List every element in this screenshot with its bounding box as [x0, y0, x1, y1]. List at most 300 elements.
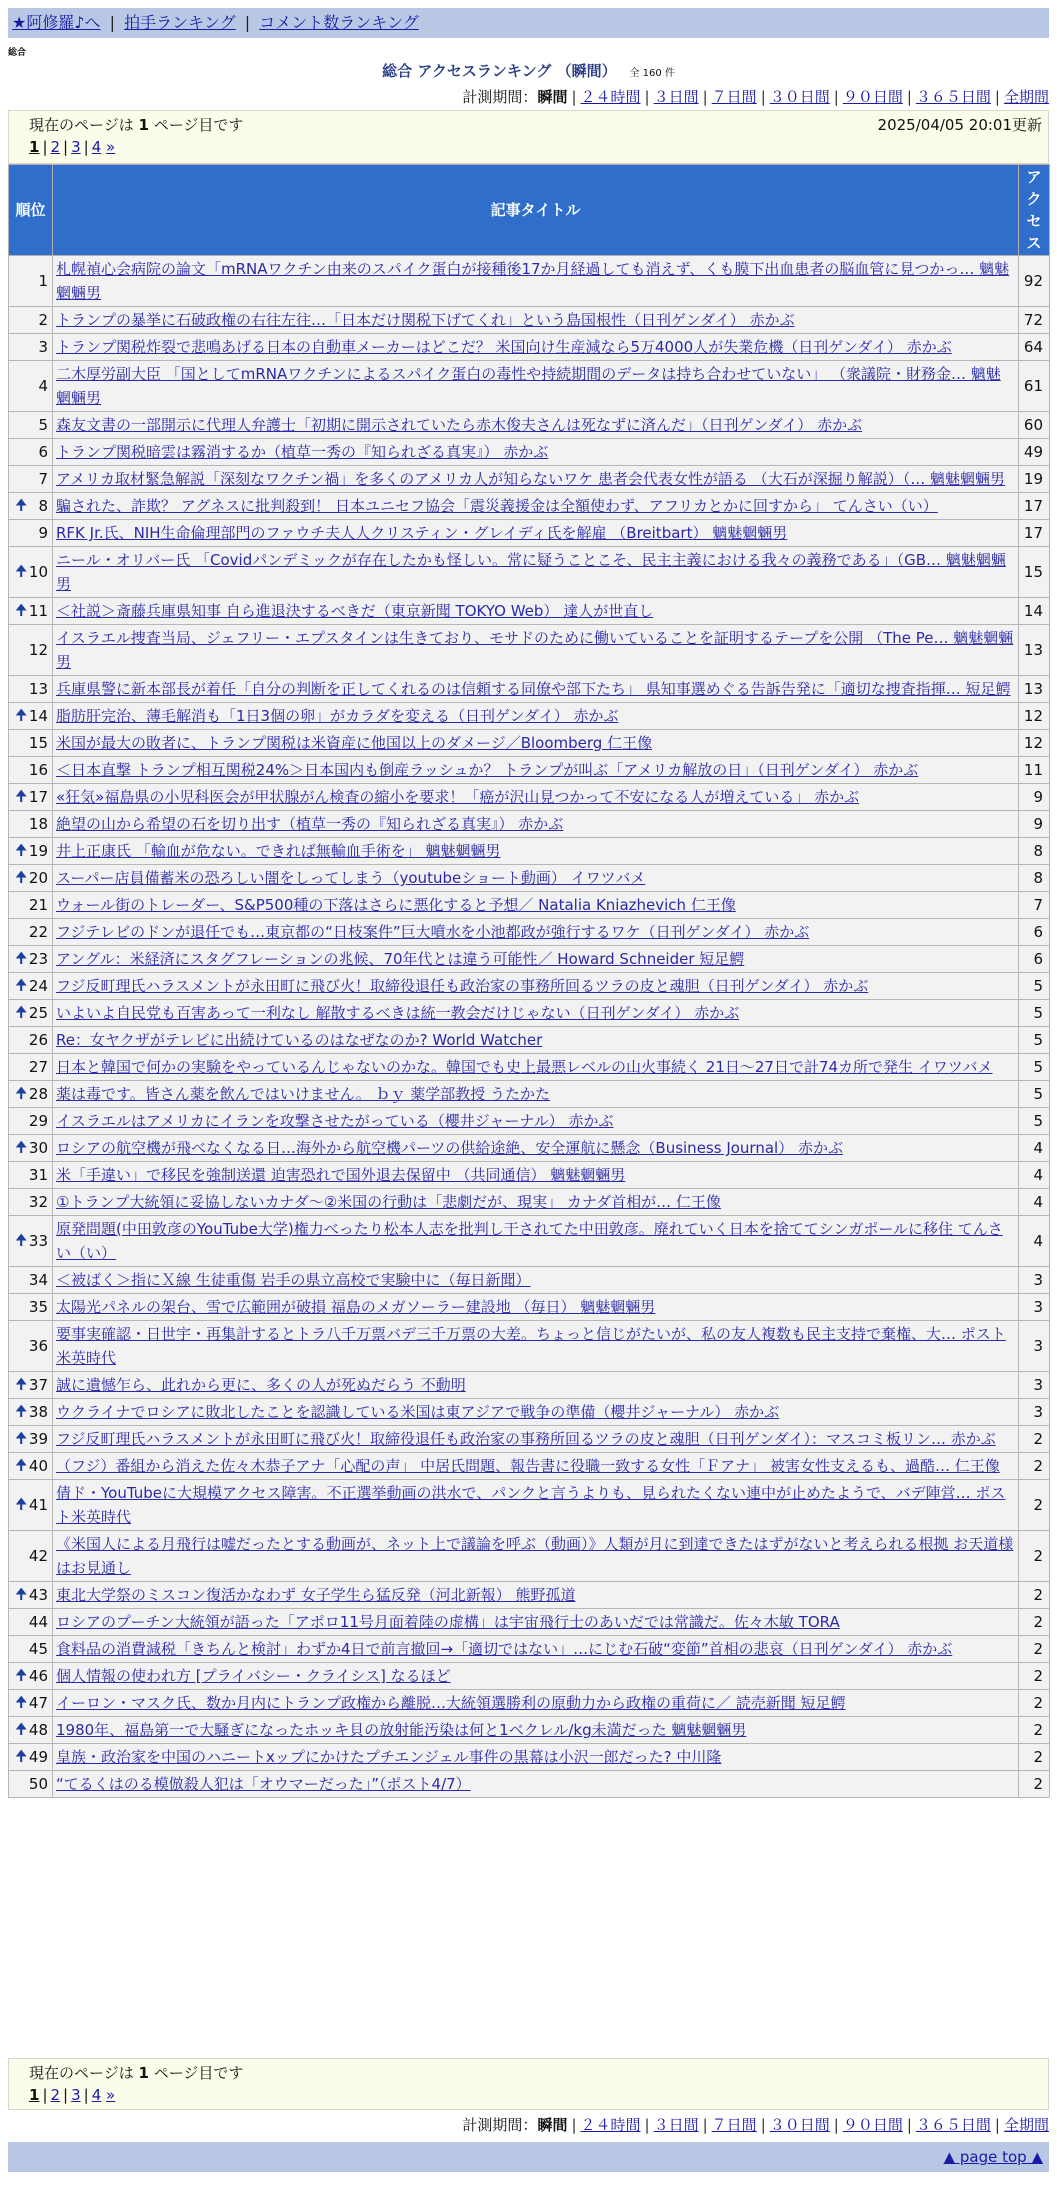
- article-link[interactable]: 井上正康氏 「輸血が危ない。できれば無輸血手術を」 魑魅魍魎男: [56, 842, 501, 860]
- article-link[interactable]: フジ反町理氏ハラスメントが永田町に飛び火！取締役退任も政治家の事務所回るツラの皮と魂胆（日刊ゲンダイ） 赤かぶ: [56, 977, 869, 995]
- period-link[interactable]: ２４時間: [580, 2116, 641, 2134]
- rank-number: 22: [28, 923, 48, 941]
- access-count: 17: [1019, 520, 1050, 547]
- article-link[interactable]: トランプ関税暗雲は霧消するか（植草一秀の『知られざる真実』） 赤かぶ: [56, 443, 549, 461]
- article-link[interactable]: いよいよ自民党も百害あって一利なし 解散するべきは統一教会だけじゃない（日刊ゲンダイ） 赤かぶ: [56, 1004, 740, 1022]
- page-separator: |: [42, 2086, 48, 2104]
- rank-number: 5: [38, 416, 48, 434]
- access-count: 7: [1019, 892, 1050, 919]
- article-link[interactable]: ＜日本直撃 トランプ相互関税24%＞日本国内も倒産ラッシュか？ トランプが叫ぶ「アメリカ解放の日」（日刊ゲンダイ） 赤かぶ: [56, 761, 919, 779]
- access-count: 2: [1019, 1717, 1050, 1744]
- article-link[interactable]: ウォール街のトレーダー、S&P500種の下落はさらに悪化すると予想／ Natalia Kniazhevich 仁王像: [56, 896, 736, 914]
- ranking-table: [8, 164, 1050, 1798]
- title-cell: [53, 1189, 1019, 1216]
- comment-ranking-link[interactable]: コメント数ランキング: [259, 13, 419, 32]
- article-link[interactable]: 誠に遺憾乍ら、此れから更に、多くの人が死ぬだらう 不動明: [56, 1376, 466, 1394]
- article-link[interactable]: 東北大学祭のミスコン復活かなわず 女子学生ら猛反発（河北新報） 熊野孤道: [56, 1586, 576, 1604]
- table-row: [9, 1162, 1050, 1189]
- article-link[interactable]: （フジ）番組から消えた佐々木恭子アナ「心配の声」 中居氏問題、報告書に役職一致する女性「Ｆアナ」 被害女性支えるも、過酷… 仁王像: [56, 1457, 1000, 1475]
- period-link[interactable]: ３０日間: [769, 88, 830, 106]
- article-link[interactable]: “てるくはのる模倣殺人犯は「オウマーだった」”（ポスト4/7）: [56, 1775, 471, 1793]
- table-row: [9, 1000, 1050, 1027]
- access-header: アクセス: [1019, 165, 1050, 256]
- access-count: 2: [1019, 1531, 1050, 1582]
- rank-number: 35: [28, 1298, 48, 1316]
- article-link[interactable]: 1980年、福島第一で大騒ぎになったホッキ貝の放射能汚染は何と1ベクレル/kg未満だった 魑魅魍魎男: [56, 1721, 747, 1739]
- access-count: 12: [1019, 703, 1050, 730]
- title-cell: [53, 811, 1019, 838]
- period-link[interactable]: ９０日間: [842, 88, 903, 106]
- up-arrow-icon: 🠉: [15, 1137, 28, 1156]
- period-link[interactable]: ２４時間: [580, 88, 641, 106]
- table-row: [9, 1690, 1050, 1717]
- rank-number: 25: [28, 1004, 48, 1022]
- access-count: 17: [1019, 493, 1050, 520]
- access-count: 61: [1019, 361, 1050, 412]
- article-link[interactable]: 皇族・政治家を中国のハニートxップにかけたプチエンジェル事件の黒幕は小沢一郎だった? 中川隆: [56, 1748, 722, 1766]
- access-count: 4: [1019, 1216, 1050, 1267]
- rank-cell: [9, 1189, 53, 1216]
- rank-number: 44: [28, 1613, 48, 1631]
- up-arrow-icon: 🠉: [15, 1401, 28, 1420]
- article-link[interactable]: «狂気»福島県の小児科医会が甲状腺がん検査の縮小を要求！「癌が沢山見つかって不安になる人が増えている」 赤かぶ: [56, 788, 860, 806]
- table-row: [9, 730, 1050, 757]
- access-count: 3: [1019, 1294, 1050, 1321]
- article-link[interactable]: イスラエルはアメリカにイランを攻撃させたがっている（櫻井ジャーナル） 赤かぶ: [56, 1112, 614, 1130]
- up-arrow-icon: 🠉: [15, 1494, 28, 1513]
- title-cell: [53, 1108, 1019, 1135]
- article-link[interactable]: トランプ関税炸裂で悲鳴あげる日本の自動車メーカーはどこだ？ 米国向け生産減なら5万4000人が失業危機（日刊ゲンダイ） 赤かぶ: [56, 338, 952, 356]
- table-header-row: [9, 165, 1050, 256]
- period-separator: |: [702, 88, 708, 106]
- rank-number: 11: [28, 602, 48, 620]
- access-count: 72: [1019, 307, 1050, 334]
- page-title: [0, 60, 1057, 81]
- rank-cell: [9, 1216, 53, 1267]
- article-link[interactable]: 日本と韓国で何かの実験をやっているんじゃないのかな。韓国でも史上最悪レベルの山火事続く 21日～27日で計74カ所で発生 イワツバメ: [56, 1058, 993, 1076]
- table-row: [9, 547, 1050, 598]
- up-arrow-icon: 🠉: [15, 1746, 28, 1765]
- up-arrow-icon: 🠉: [15, 600, 28, 619]
- title-cell: [53, 919, 1019, 946]
- title-cell: [53, 1744, 1019, 1771]
- title-cell: [53, 1054, 1019, 1081]
- rank-cell: [9, 1054, 53, 1081]
- article-link[interactable]: Re：女ヤクザがテレビに出続けているのはなぜなのか? World Watcher: [56, 1031, 543, 1049]
- article-link[interactable]: ＜被ばく＞指にＸ線 生徒重傷 岩手の県立高校で実験中に（毎日新聞）: [56, 1271, 531, 1289]
- page-status: [29, 114, 243, 135]
- access-count: 15: [1019, 547, 1050, 598]
- table-row: [9, 1054, 1050, 1081]
- rank-number: 33: [28, 1232, 48, 1250]
- up-arrow-icon: 🠉: [15, 1083, 28, 1102]
- article-link[interactable]: ニール・オリバー氏 「Covidパンデミックが存在したかも怪しい。常に疑うことこそ、民主主義における我々の義務である」（GB… 魑魅魍魎男: [56, 551, 1006, 593]
- article-link[interactable]: 札幌禎心会病院の論文「mRNAワクチン由来のスパイク蛋白が接種後17か月経過しても消えず、くも膜下出血患者の脳血管に見つかっ… 魑魅魍魎男: [56, 260, 1010, 302]
- page-link-4[interactable]: 4: [91, 2086, 102, 2104]
- table-row: [9, 973, 1050, 1000]
- up-arrow-icon: 🠉: [15, 867, 28, 886]
- period-separator: |: [906, 2116, 912, 2134]
- article-link[interactable]: 脂肪肝完治、薄毛解消も「1日3個の卵」がカラダを変える（日刊ゲンダイ） 赤かぶ: [56, 707, 619, 725]
- access-count: 13: [1019, 676, 1050, 703]
- period-link[interactable]: ７日間: [711, 88, 757, 106]
- access-count: 11: [1019, 757, 1050, 784]
- title-cell: [53, 307, 1019, 334]
- rank-cell: [9, 1162, 53, 1189]
- rank-number: 39: [28, 1430, 48, 1448]
- page-link-4[interactable]: 4: [91, 138, 102, 156]
- up-arrow-icon: 🠉: [15, 561, 28, 580]
- access-count: 5: [1019, 1054, 1050, 1081]
- page-separator: |: [83, 2086, 89, 2104]
- access-count: 13: [1019, 625, 1050, 676]
- rank-number: 49: [28, 1748, 48, 1766]
- period-current: 瞬間: [537, 2116, 568, 2134]
- rank-cell: [9, 547, 53, 598]
- rank-cell: [9, 439, 53, 466]
- article-link[interactable]: ＜社説＞斎藤兵庫県知事 自ら進退決するべきだ（東京新聞 TOKYO Web） 達人が世直し: [56, 602, 654, 620]
- rank-cell: [9, 676, 53, 703]
- rank-number: 41: [28, 1496, 48, 1514]
- table-row: [9, 1582, 1050, 1609]
- title-cell: [53, 1000, 1019, 1027]
- rank-cell: [9, 1609, 53, 1636]
- title-cell: [53, 1582, 1019, 1609]
- page-link-1[interactable]: 1: [29, 138, 40, 156]
- period-link[interactable]: 全期間: [1003, 88, 1049, 106]
- title-cell: [53, 676, 1019, 703]
- table-row: [9, 493, 1050, 520]
- access-count: 5: [1019, 1027, 1050, 1054]
- title-cell: [53, 1531, 1019, 1582]
- table-row: [9, 1480, 1050, 1531]
- access-count: 2: [1019, 1453, 1050, 1480]
- rank-cell: [9, 1027, 53, 1054]
- period-separator: |: [833, 88, 839, 106]
- rank-number: 38: [28, 1403, 48, 1421]
- article-link[interactable]: 薬は毒です。皆さん薬を飲んではいけません。 ｂｙ 薬学部教授 うたかた: [56, 1085, 551, 1103]
- period-current: 瞬間: [537, 88, 568, 106]
- rank-number: 29: [28, 1112, 48, 1130]
- page-link-1[interactable]: 1: [29, 2086, 40, 2104]
- page-top-link[interactable]: ▲ page top ▲: [943, 2148, 1043, 2166]
- rank-cell: [9, 865, 53, 892]
- access-count: 4: [1019, 1162, 1050, 1189]
- article-link[interactable]: 絶望の山から希望の石を切り出す（植草一秀の『知られざる真実』） 赤かぶ: [56, 815, 564, 833]
- rank-number: 48: [28, 1721, 48, 1739]
- category-label: 総合: [8, 48, 27, 58]
- table-row: [9, 466, 1050, 493]
- access-count: 8: [1019, 865, 1050, 892]
- article-link[interactable]: 米国が最大の敗者に、トランプ関税は米資産に他国以上のダメージ／Bloomberg 仁王像: [56, 734, 653, 752]
- page-link-3[interactable]: 3: [71, 2086, 81, 2104]
- title-cell: [53, 412, 1019, 439]
- up-arrow-icon: 🠉: [15, 1374, 28, 1393]
- article-link[interactable]: アメリカ取材緊急解説「深刻なワクチン禍」を多くのアメリカ人が知らないワケ 患者会代表女性が語る （大石が深掘り解説）（… 魑魅魍魎男: [56, 470, 1005, 488]
- period-label: 計測期間：: [462, 2116, 538, 2134]
- title-cell: [53, 1267, 1019, 1294]
- table-row: [9, 1771, 1050, 1798]
- page-link-3[interactable]: 3: [71, 138, 81, 156]
- table-row: [9, 1321, 1050, 1372]
- title-cell: [53, 838, 1019, 865]
- rank-cell: [9, 703, 53, 730]
- table-row: [9, 865, 1050, 892]
- period-separator: |: [994, 2116, 1000, 2134]
- rank-cell: [9, 838, 53, 865]
- up-arrow-icon: 🠉: [15, 1455, 28, 1474]
- article-link[interactable]: スーパー店員備蓄米の恐ろしい闇をしってしまう（youtubeショート動画） イワツバメ: [56, 869, 646, 887]
- page-link-2[interactable]: 2: [50, 138, 61, 156]
- rank-number: 34: [28, 1271, 48, 1289]
- table-row: [9, 1636, 1050, 1663]
- table-row: [9, 256, 1050, 307]
- period-link[interactable]: ３０日間: [769, 2116, 830, 2134]
- period-link[interactable]: 全期間: [1003, 2116, 1049, 2134]
- title-cell: [53, 1717, 1019, 1744]
- title-cell: [53, 1216, 1019, 1267]
- rank-cell: [9, 892, 53, 919]
- period-separator: |: [702, 2116, 708, 2134]
- table-row: [9, 1717, 1050, 1744]
- page-separator: |: [63, 138, 69, 156]
- rank-cell: [9, 493, 53, 520]
- title-cell: [53, 1771, 1019, 1798]
- rank-number: 37: [28, 1376, 48, 1394]
- article-link[interactable]: 森友文書の一部開示に代理人弁護士「初期に開示されていたら赤木俊夫さんは死なずに済んだ」（日刊ゲンダイ） 赤かぶ: [56, 416, 863, 434]
- title-cell: [53, 361, 1019, 412]
- access-count: 5: [1019, 1081, 1050, 1108]
- rank-cell: [9, 334, 53, 361]
- rank-cell: [9, 520, 53, 547]
- access-count: 19: [1019, 466, 1050, 493]
- up-arrow-icon: 🠉: [15, 1665, 28, 1684]
- period-link[interactable]: ３日間: [653, 88, 699, 106]
- rank-cell: [9, 757, 53, 784]
- table-row: [9, 307, 1050, 334]
- rank-cell: [9, 1372, 53, 1399]
- rank-cell: [9, 1663, 53, 1690]
- period-link[interactable]: ７日間: [711, 2116, 757, 2134]
- up-arrow-icon: 🠉: [15, 705, 28, 724]
- access-count: 9: [1019, 784, 1050, 811]
- title-cell: [53, 1162, 1019, 1189]
- rank-cell: [9, 784, 53, 811]
- title-cell: [53, 1663, 1019, 1690]
- access-count: 4: [1019, 1135, 1050, 1162]
- page-status-number: 1: [138, 116, 149, 134]
- page-link-2[interactable]: 2: [50, 2086, 61, 2104]
- access-count: 6: [1019, 919, 1050, 946]
- rank-number: 7: [38, 470, 48, 488]
- page-status-prefix: 現在のページは: [29, 2064, 134, 2082]
- next-page-link[interactable]: »: [106, 138, 116, 156]
- article-link[interactable]: 要事実確認・日世宇・再集計するとトラ八千万票バデ三千万票の大差。ちょっと信じがたいが、私の友人複数も民主支持で棄権、大… ポスト米英時代: [56, 1325, 1006, 1367]
- rank-cell: [9, 1690, 53, 1717]
- title-cell: [53, 730, 1019, 757]
- title-cell: [53, 1690, 1019, 1717]
- rank-cell: [9, 946, 53, 973]
- rank-cell: [9, 1108, 53, 1135]
- article-link[interactable]: RFK Jr.氏、NIH生命倫理部門のファウチ夫人人クリスティン・グレイディ氏を解雇 （Breitbart） 魑魅魍魎男: [56, 524, 788, 542]
- article-link[interactable]: 騙された、詐欺？ アグネスに批判殺到！ 日本ユニセフ協会「震災義援金は全額使わず、アフリカとかに回すから」 てんさい（い）: [56, 497, 938, 515]
- table-row: [9, 784, 1050, 811]
- period-separator: |: [644, 88, 650, 106]
- rank-cell: [9, 1531, 53, 1582]
- rank-number: 40: [28, 1457, 48, 1475]
- item-count: 全 160 件: [629, 68, 675, 79]
- title-cell: [53, 1480, 1019, 1531]
- top-nav-bar: [8, 8, 1049, 38]
- title-cell: [53, 625, 1019, 676]
- access-count: 2: [1019, 1426, 1050, 1453]
- period-link[interactable]: ９０日間: [842, 2116, 903, 2134]
- rank-cell: [9, 598, 53, 625]
- access-count: 3: [1019, 1267, 1050, 1294]
- article-link[interactable]: 太陽光パネルの架台、雪で広範囲が破損 福島のメガソーラー建設地 （毎日） 魑魅魍魎男: [56, 1298, 656, 1316]
- table-row: [9, 1372, 1050, 1399]
- title-cell: [53, 757, 1019, 784]
- rank-cell: [9, 361, 53, 412]
- article-link[interactable]: ロシアのプーチン大統領が語った「アポロ11号月面着陸の虚構」は宇宙飛行士のあいだでは常識だ。佐々木敏 TORA: [56, 1613, 840, 1631]
- page-links: [29, 2086, 115, 2104]
- rank-number: 12: [28, 641, 48, 659]
- rank-cell: [9, 256, 53, 307]
- rank-number: 31: [28, 1166, 48, 1184]
- page-separator: |: [63, 2086, 69, 2104]
- table-row: [9, 1426, 1050, 1453]
- period-link[interactable]: ３日間: [653, 2116, 699, 2134]
- next-page-link[interactable]: »: [106, 2086, 116, 2104]
- article-link[interactable]: イスラエル捜査当局、ジェフリー・エプスタインは生きており、モサドのために働いていることを証明するテープを公開 （The Pe… 魑魅魍魎男: [56, 629, 1014, 671]
- clap-ranking-link[interactable]: 拍手ランキング: [124, 13, 236, 32]
- page-status-prefix: 現在のページは: [29, 116, 134, 134]
- title-cell: [53, 1609, 1019, 1636]
- table-row: [9, 1609, 1050, 1636]
- rank-cell: [9, 811, 53, 838]
- access-count: 2: [1019, 1690, 1050, 1717]
- page-status-suffix: ページ目です: [153, 116, 244, 134]
- article-link[interactable]: 米「手違い」で移民を強制送還 迫害恐れで国外退去保留中 （共同通信） 魑魅魍魎男: [56, 1166, 626, 1184]
- title-cell: [53, 1135, 1019, 1162]
- article-link[interactable]: ロシアの航空機が飛べなくなる日…海外から航空機パーツの供給途絶、安全運航に懸念（Business Journal） 赤かぶ: [56, 1139, 843, 1157]
- article-link[interactable]: 原発問題(中田敦彦のYouTube大学)権力べったり松本人志を批判し干されてた中田敦彦。廃れていく日本を捨ててシンガポールに移住 てんさい（い）: [56, 1220, 1003, 1262]
- article-link[interactable]: 個人情報の使われ方 [プライバシー・クライシス] なるほど: [56, 1667, 451, 1685]
- article-link[interactable]: フジテレビのドンが退任でも…東京都の“日枝案件”巨大噴水を小池都政が強行するワケ（日刊ゲンダイ） 赤かぶ: [56, 923, 810, 941]
- title-cell: [53, 256, 1019, 307]
- ranking-rows: [9, 256, 1050, 1798]
- rank-cell: [9, 412, 53, 439]
- title-cell: [53, 1081, 1019, 1108]
- article-link[interactable]: 二木厚労副大臣 「国としてmRNAワクチンによるスパイク蛋白の毒性や持続期間のデータは持ち合わせていない」 （衆議院・財務金… 魑魅魍魎男: [56, 365, 1001, 407]
- rank-cell: [9, 1582, 53, 1609]
- up-arrow-icon: 🠉: [15, 786, 28, 805]
- title-cell: [53, 547, 1019, 598]
- article-link[interactable]: ウクライナでロシアに敗北したことを認識している米国は東アジアで戦争の準備（櫻井ジャーナル） 赤かぶ: [56, 1403, 780, 1421]
- article-link[interactable]: イーロン・マスク氏、数か月内にトランプ政権から離脱…大統領選勝利の原動力から政権の重荷に／ 読売新聞 短足鰐: [56, 1694, 846, 1712]
- table-row: [9, 919, 1050, 946]
- home-link[interactable]: ★阿修羅♪へ: [12, 13, 101, 32]
- rank-number: 26: [28, 1031, 48, 1049]
- rank-cell: [9, 1480, 53, 1531]
- title-cell: [53, 1294, 1019, 1321]
- access-count: 2: [1019, 1636, 1050, 1663]
- title-cell: [53, 1636, 1019, 1663]
- rank-cell: [9, 973, 53, 1000]
- rank-number: 14: [28, 707, 48, 725]
- article-link[interactable]: ①トランプ大統領に妥協しないカナダ～②米国の行動は「悲劇だが、現実」 カナダ首相が… 仁王像: [56, 1193, 721, 1211]
- article-link[interactable]: フジ反町理氏ハラスメントが永田町に飛び火！取締役退任も政治家の事務所回るツラの皮と魂胆（日刊ゲンダイ）：マスコミ板リン… 赤かぶ: [56, 1430, 996, 1448]
- updated-timestamp: 2025/04/05 20:01更新: [877, 116, 1042, 134]
- article-link[interactable]: 倩ド・YouTubeに大規模アクセス障害。不正選挙動画の洪水で、パンクと言うよりも、見られたくない連中が止めたようで、バデ陣営… ポスト米英時代: [56, 1484, 1006, 1526]
- rank-number: 18: [28, 815, 48, 833]
- title-cell: [53, 865, 1019, 892]
- period-link[interactable]: ３６５日間: [915, 2116, 991, 2134]
- rank-number: 47: [28, 1694, 48, 1712]
- title-cell: [53, 1321, 1019, 1372]
- period-selector-top: [462, 86, 1049, 107]
- rank-number: 13: [28, 680, 48, 698]
- table-row: [9, 703, 1050, 730]
- article-link[interactable]: 兵庫県警に新本部長が着任「自分の判断を正してくれるのは信頼する同僚や部下たち」 県知事選めぐる告訴告発に「適切な捜査指揮… 短足鰐: [56, 680, 1011, 698]
- rank-number: 30: [28, 1139, 48, 1157]
- article-link[interactable]: 食料品の消費減税「きちんと検討」わずか4日で前言撤回→「適切ではない」…にじむ石破“変節”首相の悲哀（日刊ゲンダイ） 赤かぶ: [56, 1640, 953, 1658]
- rank-cell: [9, 466, 53, 493]
- table-row: [9, 625, 1050, 676]
- title-cell: [53, 892, 1019, 919]
- period-link[interactable]: ３６５日間: [915, 88, 991, 106]
- rank-cell: [9, 1399, 53, 1426]
- title-cell: [53, 598, 1019, 625]
- article-link[interactable]: アングル：米経済にスタグフレーションの兆候、70年代とは違う可能性／ Howard Schneider 短足鰐: [56, 950, 745, 968]
- article-link[interactable]: トランプの暴挙に石破政権の右往左往…「日本だけ関税下げてくれ」という島国根性（日刊ゲンダイ） 赤かぶ: [56, 311, 795, 329]
- title-cell: [53, 946, 1019, 973]
- table-row: [9, 1744, 1050, 1771]
- rank-number: 9: [38, 524, 48, 542]
- access-count: 12: [1019, 730, 1050, 757]
- access-count: 60: [1019, 412, 1050, 439]
- rank-cell: [9, 919, 53, 946]
- rank-header: 順位: [9, 165, 53, 256]
- up-arrow-icon: 🠉: [15, 1002, 28, 1021]
- title-cell: [53, 334, 1019, 361]
- page-links: [29, 138, 115, 156]
- rank-number: 46: [28, 1667, 48, 1685]
- table-row: [9, 439, 1050, 466]
- period-separator: |: [833, 2116, 839, 2134]
- table-row: [9, 757, 1050, 784]
- rank-number: 21: [28, 896, 48, 914]
- rank-cell: [9, 1453, 53, 1480]
- article-link[interactable]: 《米国人による月飛行は嘘だったとする動画が、ネット上で議論を呼ぶ（動画）》人類が月に到達できたはずがないと考えられる根拠 お天道様はお見通し: [56, 1535, 1014, 1577]
- page-status-suffix: ページ目です: [153, 2064, 244, 2082]
- rank-number: 50: [28, 1775, 48, 1793]
- rank-cell: [9, 1717, 53, 1744]
- rank-number: 20: [28, 869, 48, 887]
- table-row: [9, 1531, 1050, 1582]
- rank-number: 43: [28, 1586, 48, 1604]
- period-separator: |: [906, 88, 912, 106]
- ranking-title: 総合 アクセスランキング （瞬間）: [382, 62, 617, 80]
- table-row: [9, 1189, 1050, 1216]
- page-status: [29, 2062, 243, 2083]
- access-count: 2: [1019, 1744, 1050, 1771]
- table-row: [9, 1267, 1050, 1294]
- up-arrow-icon: 🠉: [15, 1230, 28, 1249]
- rank-cell: [9, 1636, 53, 1663]
- up-arrow-icon: 🠉: [15, 948, 28, 967]
- rank-cell: [9, 307, 53, 334]
